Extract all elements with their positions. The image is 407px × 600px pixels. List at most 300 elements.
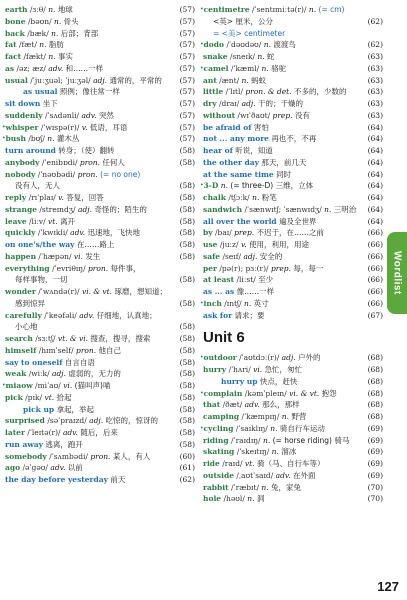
part-of-speech: vi. [253, 365, 263, 374]
phonetic: /draɪ/ [218, 99, 240, 108]
page-ref: (68) [367, 412, 383, 421]
headword: bone [5, 16, 26, 26]
phonetic: /ˈræbɪt/ [231, 482, 259, 492]
phonetic: /ˈkæml/ [230, 63, 260, 73]
page-ref: (62) [367, 16, 383, 26]
page-ref: (57) [179, 16, 195, 26]
headword: 3-D [203, 181, 219, 191]
phonetic: /ˈhæpən/ [38, 251, 72, 261]
definition: 仔细地，认真地； [96, 310, 157, 320]
word-entry [5, 4, 195, 16]
headword: himself [5, 345, 37, 355]
page-ref: (58) [179, 381, 195, 390]
phonetic: /ˈskeɪtɪŋ/ [236, 447, 270, 457]
word-entry [5, 392, 195, 404]
word-entry [5, 263, 195, 275]
word-entry [5, 75, 195, 87]
headword: be afraid of [203, 122, 252, 132]
phonetic: /ˈnəʊbədi/ [37, 169, 76, 179]
phonetic: /ˈraɪdɪŋ/ [230, 435, 261, 445]
word-entry [203, 98, 383, 110]
part-of-speech: adj. [243, 251, 258, 261]
headword: ask for [203, 310, 233, 320]
word-entry [203, 216, 383, 228]
word-entry [5, 98, 195, 110]
definition: 抱怨 [321, 388, 337, 398]
word-entry [2, 133, 195, 145]
page-ref: (63) [367, 63, 383, 73]
word-entry [203, 251, 383, 263]
part-of-speech: prep. [272, 110, 293, 120]
part-of-speech: n. [270, 423, 278, 433]
headword: quickly [5, 228, 36, 238]
definition: 后部；背部 [60, 28, 99, 38]
word-entry [200, 423, 383, 435]
word-entry [5, 16, 195, 28]
word-entry [5, 368, 195, 380]
phonetic: /baɪ/ [215, 228, 232, 238]
part-of-speech: adj. [281, 353, 296, 363]
headword: fact [5, 52, 22, 61]
word-entry [203, 239, 383, 251]
part-of-speech: vi. & vt. [289, 388, 320, 398]
page-ref: (64) [367, 181, 383, 191]
page-ref: (58) [179, 428, 195, 437]
definition: 蚂蚁 [251, 75, 267, 85]
definition: 随后，后来 [80, 428, 118, 437]
left-column [2, 0, 195, 600]
word-entry [203, 133, 383, 145]
definition: 遍及全世界 [279, 216, 317, 226]
definition: 他自己 [98, 345, 122, 355]
phonetic: /sneɪk/ [229, 52, 256, 61]
phonetic: /ˈkæmpɪŋ/ [241, 412, 280, 421]
phonetic: /ˈwɪspə(r)/ [40, 122, 80, 132]
headword: use [203, 240, 218, 249]
page-ref: (57) [179, 52, 195, 61]
page-ref: (66) [367, 228, 383, 238]
phonetic: /rɪˈplaɪ/ [28, 193, 56, 202]
page-ref: (58) [179, 181, 195, 191]
page-ref: (57) [179, 122, 195, 132]
definition: 低语，耳语 [89, 122, 128, 132]
part-of-speech: n. [252, 193, 260, 202]
part-of-speech: v. [58, 193, 64, 202]
definition: 那天，前几天 [261, 157, 307, 167]
part-of-speech: n. [241, 75, 249, 85]
headword: the other day [203, 157, 260, 167]
page-ref: (69) [367, 423, 383, 433]
headword: leave [5, 216, 27, 226]
wordlist-tab[interactable] [387, 232, 407, 314]
page-ref: (67) [367, 310, 383, 320]
headword: dry [203, 99, 217, 108]
word-entry [5, 169, 195, 181]
part-of-speech: n. [244, 298, 252, 308]
word-entry [5, 239, 195, 251]
page-ref: (58) [179, 157, 195, 167]
definition: (猫叫声)喵 [74, 381, 111, 390]
page-ref: (66) [367, 240, 383, 249]
headword: hole [203, 494, 222, 504]
definition: 快点，赶快 [259, 376, 298, 386]
page-ref: (64) [367, 216, 383, 226]
page-ref: (69) [367, 435, 383, 445]
part-of-speech: n. [261, 63, 269, 73]
definition: 在外面 [293, 470, 316, 480]
headword: suddenly [5, 110, 43, 120]
word-entry [5, 333, 195, 345]
page-ref: (68) [367, 353, 383, 363]
definition: 安全的 [259, 251, 283, 261]
page-ref: (66) [367, 263, 383, 273]
headword: that [203, 400, 221, 410]
word-entry [203, 482, 383, 494]
part-of-speech: n. [281, 412, 290, 421]
page-ref: (64) [367, 134, 383, 144]
definition: 像……一样 [236, 287, 275, 296]
page-ref: (69) [367, 447, 383, 457]
headword: strange [5, 204, 37, 214]
page-ref: (66) [367, 251, 383, 261]
definition: 洞 [256, 494, 265, 504]
definition: 拿起，举起 [56, 404, 95, 414]
word-entry [5, 286, 195, 298]
definition: 兔，家兔 [270, 482, 301, 492]
phonetic: /fæt/ [18, 40, 37, 50]
page-ref: (63) [367, 99, 383, 108]
word-entry [5, 216, 195, 228]
page-ref: (68) [367, 376, 383, 386]
headword: as ... as [203, 287, 235, 296]
part-of-speech: n. [220, 181, 228, 191]
part-of-speech: adv. [70, 228, 86, 238]
definition: 不迟于，在……之前 [256, 228, 325, 238]
page-ref: (58) [179, 357, 195, 367]
phonetic: /ˌaʊtˈsaɪd/ [236, 470, 274, 480]
page-ref: (61) [179, 463, 195, 473]
page-ref: (58) [179, 275, 195, 285]
phonetic: /juːz/ [219, 240, 239, 249]
headword: riding [203, 435, 229, 445]
page-ref: (66) [367, 287, 383, 296]
word-entry [200, 180, 383, 192]
definition: 使用，利用，用途 [249, 240, 310, 249]
phonetic: /tʃɔːk/ [228, 193, 250, 202]
phonetic: /streɪndʒ/ [39, 204, 76, 214]
word-entry [203, 411, 383, 423]
definition: 骑（马、自行车等） [256, 459, 325, 468]
word-entry [5, 251, 195, 263]
part-of-speech: n. [48, 5, 56, 14]
definition: (= three-D) 三维，立体 [230, 181, 314, 191]
page-ref: (64) [367, 193, 383, 202]
definition: 害怕 [253, 122, 269, 132]
headword: pick up [23, 404, 55, 414]
headword: camel [203, 63, 229, 73]
phonetic: /ˈlɪtl/ [225, 87, 243, 97]
headword: at least [203, 275, 235, 285]
phonetic: /ˈsentɪmiːtə(r)/ [251, 5, 307, 14]
headword: later [5, 428, 25, 437]
word-entry [203, 204, 383, 216]
headword: bush [5, 134, 26, 144]
headword: outdoor [203, 353, 237, 363]
definition: 在……路上 [76, 240, 115, 249]
headword: everything [5, 263, 50, 273]
headword: whisper [5, 122, 39, 132]
word-entry [200, 63, 383, 75]
headword: outside [203, 470, 235, 480]
definition: 逃离，跑开 [45, 439, 83, 449]
part-of-speech: adv. [48, 63, 64, 73]
word-entry [2, 122, 195, 134]
word-entry [200, 4, 383, 16]
headword: by [203, 228, 213, 238]
page-ref: (68) [367, 365, 383, 374]
definition: 某人，有人 [112, 451, 151, 461]
definition: 灌木丛 [56, 134, 80, 144]
headword: at the same time [203, 169, 274, 179]
page-ref: (57) [179, 28, 195, 38]
definition: 每件事， [110, 263, 141, 273]
key-word-marker-icon: • [200, 64, 204, 72]
headword: reply [5, 193, 27, 202]
word-entry [5, 180, 195, 192]
headword: ride [203, 459, 220, 468]
definition: 脂肪 [48, 40, 64, 50]
part-of-speech: n. [51, 28, 59, 38]
part-of-speech: vt. [244, 459, 255, 468]
headword: earth [5, 5, 28, 14]
definition: 照例；像往常一样 [59, 87, 120, 97]
definition: 每，每一 [293, 263, 324, 273]
page-ref: (57) [179, 5, 195, 14]
definition: (= cm) [318, 5, 345, 14]
word-entry [203, 86, 383, 98]
definition: 粉笔 [261, 193, 277, 202]
part-of-speech: n. [308, 5, 317, 14]
phonetic: /ænt/ [219, 75, 240, 85]
definition: 没有 [294, 110, 310, 120]
word-entry [203, 145, 383, 157]
word-entry [5, 110, 195, 122]
headword: hurry up [221, 376, 258, 386]
phonetic: /ˈsaɪklɪŋ/ [235, 423, 268, 433]
headword: sandwich [203, 204, 243, 214]
phonetic: /ˈdəʊdəʊ/ [226, 40, 262, 50]
word-entry [200, 388, 383, 400]
phonetic: /liːst/ [236, 275, 256, 285]
part-of-speech: n. [247, 494, 255, 504]
headword: carefully [5, 310, 42, 320]
headword: inch [203, 298, 222, 308]
key-word-marker-icon: • [200, 41, 204, 49]
page-ref: (63) [367, 87, 383, 97]
headword: ant [203, 75, 217, 85]
word-entry [5, 274, 195, 286]
word-entry [203, 157, 383, 169]
definition: 每样事物，一切 [15, 275, 68, 285]
page-ref: (70) [367, 494, 383, 504]
definition: 搜查，搜寻，搜索 [90, 334, 151, 343]
part-of-speech: adv. [275, 470, 291, 480]
word-entry [203, 310, 383, 322]
word-entry [5, 439, 195, 451]
key-word-marker-icon: • [2, 135, 6, 143]
key-word-marker-icon: • [200, 389, 204, 397]
part-of-speech: adj. [89, 416, 104, 426]
headword: centimetre [203, 5, 250, 14]
headword: complain [203, 388, 243, 398]
page-ref: (64) [367, 146, 383, 155]
word-entry [200, 352, 383, 364]
word-entry [203, 446, 383, 458]
part-of-speech: n. [48, 52, 56, 61]
word-entry [203, 274, 383, 286]
definition: = <美> centimeter [213, 28, 286, 38]
key-word-marker-icon: • [200, 354, 204, 362]
part-of-speech: n. [262, 435, 271, 445]
phonetic: /ˈwʌndə(r)/ [38, 287, 80, 296]
page-ref: (64) [367, 204, 383, 214]
definition: 坐下 [42, 99, 58, 108]
phonetic: /hɪmˈself/ [38, 345, 74, 355]
word-entry [5, 415, 195, 427]
part-of-speech: pron. [90, 451, 111, 461]
part-of-speech: prep. [234, 228, 255, 238]
page-ref: (57) [179, 110, 195, 120]
part-of-speech: vt. [44, 392, 55, 402]
page-ref: (69) [367, 470, 383, 480]
headword: dodo [203, 40, 225, 50]
phonetic: /ˈevriθɪŋ/ [52, 263, 86, 273]
headword: as usual [23, 87, 58, 97]
phonetic: /fækt/ [23, 52, 46, 61]
headword: hear of [203, 146, 233, 155]
word-entry [203, 435, 383, 447]
headword: safe [203, 251, 221, 261]
page-ref: (57) [179, 134, 195, 144]
definition: 答复，回答 [66, 193, 104, 202]
phonetic: /liːv/ [29, 216, 46, 226]
word-entry [203, 51, 383, 63]
page-ref: (69) [367, 459, 383, 468]
definition: 前天 [110, 475, 126, 484]
phonetic: /ðæt/ [222, 400, 243, 410]
page-ref: (58) [179, 416, 195, 426]
part-of-speech: pron. [88, 263, 109, 273]
phonetic: /ˈsʌmbədi/ [49, 451, 88, 461]
headword: the day before yesterday [5, 475, 108, 484]
page-ref: (62) [179, 475, 195, 484]
definition: 三明治 [333, 204, 357, 214]
headword: anybody [5, 157, 40, 167]
word-entry [200, 298, 383, 310]
definition: 听说，知道 [235, 146, 273, 155]
headword: as [5, 63, 15, 73]
part-of-speech: pron. [77, 169, 98, 179]
definition: 骑自行车运动 [279, 423, 325, 433]
definition: 急忙，匆忙 [264, 365, 303, 374]
page-ref: (68) [367, 400, 383, 410]
part-of-speech: vi. [63, 381, 73, 390]
page-ref: (58) [179, 240, 195, 249]
part-of-speech: vi. [73, 251, 83, 261]
definition: 渡渡鸟 [273, 40, 296, 50]
part-of-speech: v. [81, 122, 88, 132]
phonetic: /ˈleɪtə(r)/ [27, 428, 61, 437]
word-entry [203, 364, 383, 376]
definition: 英寸 [253, 298, 269, 308]
phonetic: /raɪd/ [222, 459, 243, 468]
wordlist-tab-label: Wordlist [391, 251, 403, 295]
headword: rabbit [203, 482, 229, 492]
page-ref: (57) [179, 63, 195, 73]
phonetic: /kəmˈpleɪn/ [244, 388, 287, 398]
definition: 自言自语 [64, 357, 95, 367]
word-entry [203, 227, 383, 239]
word-entry [5, 357, 195, 369]
page-ref: (62) [367, 40, 383, 50]
definition: 和……一样 [65, 63, 104, 73]
phonetic: /səˈpraɪzd/ [47, 416, 87, 426]
headword: run away [5, 439, 44, 449]
headword: turn around [5, 146, 56, 155]
part-of-speech: prep. [270, 263, 291, 273]
word-entry [5, 462, 195, 474]
phonetic: /sɜːtʃ/ [35, 334, 56, 343]
phonetic: /əˈɡəʊ/ [22, 463, 48, 473]
word-entry [2, 380, 195, 392]
page-ref: (58) [179, 193, 195, 202]
key-word-marker-icon: • [200, 182, 204, 190]
headword: surprised [5, 416, 45, 426]
word-entry [5, 451, 195, 463]
word-entry [203, 16, 383, 28]
definition: 突然 [98, 110, 114, 120]
page-ref: (58) [179, 369, 195, 379]
definition: 吃惊的，惊讶的 [105, 416, 158, 426]
word-entry [203, 493, 383, 505]
headword: fat [5, 40, 17, 50]
phonetic: /pə(r); pɜː(r)/ [219, 263, 269, 273]
definition: 请求；要 [234, 310, 265, 320]
phonetic: /ˈaʊtdɔː(r)/ [239, 353, 280, 363]
headword: snake [203, 52, 228, 61]
page-ref: (66) [367, 275, 383, 285]
phonetic: /ˈhʌri/ [228, 365, 251, 374]
headword: per [203, 263, 217, 273]
headword: weak [5, 369, 27, 379]
page-ref: (64) [367, 157, 383, 167]
part-of-speech: adj. [52, 369, 67, 379]
phonetic: /pɪk/ [25, 392, 43, 402]
word-entry [5, 63, 195, 75]
part-of-speech: adv. [62, 428, 78, 437]
headword: sit down [5, 99, 41, 108]
headword: all over the world [203, 216, 277, 226]
part-of-speech: n. [257, 52, 265, 61]
definition: 转身；（使）翻转 [58, 146, 115, 155]
phonetic: /wɪˈðaʊt/ [237, 110, 271, 120]
word-entry [5, 86, 195, 98]
word-entry [5, 321, 195, 333]
page-ref: (64) [367, 169, 383, 179]
word-entry [203, 192, 383, 204]
word-entry [203, 110, 383, 122]
part-of-speech: adj. [93, 75, 108, 85]
